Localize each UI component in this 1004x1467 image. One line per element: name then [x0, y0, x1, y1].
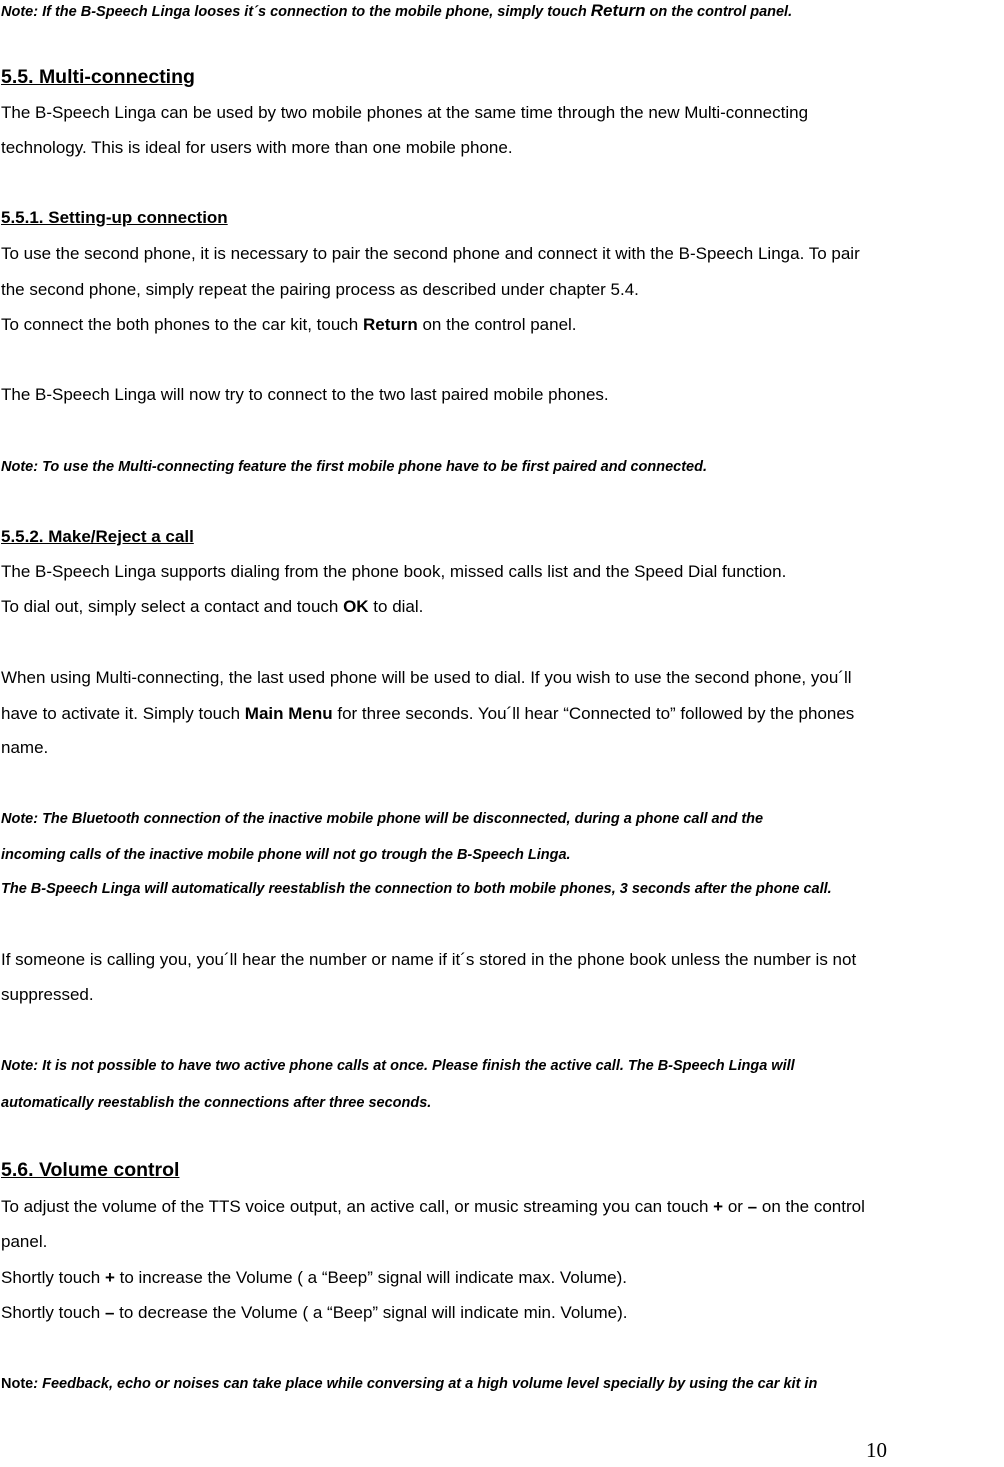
minus-key: –	[104, 1303, 115, 1322]
text: to dial.	[368, 597, 424, 616]
section-heading-5-6: 5.6. Volume control	[1, 1159, 180, 1181]
return-key: Return	[362, 315, 418, 334]
paragraph-line: The B-Speech Linga can be used by two mobile phones at the same time through the new Multi-connecting	[1, 103, 809, 122]
note-return-reconnect	[1, 1, 792, 22]
note-bluetooth: Note: The Bluetooth connection of the inactive mobile phone will be disconnected, during a phone call and the	[1, 811, 764, 827]
note-multi-connecting: Note: To use the Multi-connecting feature the first mobile phone have to be first paired and connected.	[1, 459, 708, 475]
paragraph-line: If someone is calling you, you´ll hear the number or name if it´s stored in the phone book unless the number is not	[1, 950, 857, 969]
minus-key: –	[747, 1197, 758, 1216]
paragraph-line: The B-Speech Linga will now try to connect to the two last paired mobile phones.	[1, 385, 609, 404]
note-text: on the control panel.	[645, 4, 793, 20]
text: on the control panel.	[417, 315, 577, 334]
paragraph-line: name.	[1, 738, 49, 757]
paragraph-line	[1, 597, 423, 617]
text: on the control	[757, 1197, 865, 1216]
paragraph-line	[1, 1268, 627, 1288]
paragraph-line: The B-Speech Linga supports dialing from the phone book, missed calls list and the Speed Dial function.	[1, 562, 787, 581]
section-heading-5-5-2: 5.5.2. Make/Reject a call	[1, 527, 194, 546]
text: or	[723, 1197, 748, 1216]
main-menu-key: Main Menu	[244, 704, 333, 723]
paragraph-line	[1, 704, 854, 724]
note-active-calls: Note: It is not possible to have two active phone calls at once. Please finish the active call. The B-Speech Linga will	[1, 1058, 795, 1074]
note-bluetooth: incoming calls of the inactive mobile phone will not go trough the B-Speech Linga.	[1, 847, 571, 863]
text: Shortly touch	[1, 1268, 105, 1287]
page-number: 10	[866, 1438, 887, 1462]
plus-key: +	[104, 1268, 115, 1287]
section-heading-5-5: 5.5. Multi-connecting	[1, 66, 195, 88]
paragraph-line: When using Multi-connecting, the last used phone will be used to dial. If you wish to use the second phone, you´ll	[1, 668, 852, 687]
ok-key: OK	[343, 597, 369, 616]
text: To dial out, simply select a contact and touch	[1, 597, 344, 616]
text: have to activate it. Simply touch	[1, 704, 245, 723]
text: to increase the Volume ( a “Beep” signal will indicate max. Volume).	[114, 1268, 628, 1287]
text: To connect the both phones to the car kit, touch	[1, 315, 363, 334]
return-key: Return	[590, 1, 646, 20]
text: to decrease the Volume ( a “Beep” signal will indicate min. Volume).	[114, 1303, 628, 1322]
note-text: : Feedback, echo or noises can take place while conversing at a high volume level specially by using the car kit in	[33, 1376, 818, 1392]
text: Shortly touch	[1, 1303, 105, 1322]
note-bluetooth: The B-Speech Linga will automatically reestablish the connection to both mobile phones, 3 seconds after the phone call.	[1, 881, 832, 897]
paragraph-line: the second phone, simply repeat the pairing process as described under chapter 5.4.	[1, 280, 639, 299]
section-heading-5-5-1: 5.5.1. Setting-up connection	[1, 208, 228, 227]
paragraph-line: technology. This is ideal for users with more than one mobile phone.	[1, 138, 513, 157]
paragraph-line: suppressed.	[1, 985, 94, 1004]
paragraph-line	[1, 315, 577, 335]
text: To adjust the volume of the TTS voice output, an active call, or music streaming you can touch	[1, 1197, 714, 1216]
paragraph-line: panel.	[1, 1232, 48, 1251]
note-feedback	[1, 1374, 817, 1394]
paragraph-line: To use the second phone, it is necessary to pair the second phone and connect it with the B-Speech Linga. To pair	[1, 244, 860, 263]
note-text: Note: If the B-Speech Linga looses it´s connection to the mobile phone, simply touch	[1, 4, 591, 20]
plus-key: +	[713, 1197, 724, 1216]
note-active-calls: automatically reestablish the connections after three seconds.	[1, 1095, 432, 1111]
note-label: Note	[1, 1376, 34, 1392]
paragraph-line	[1, 1303, 628, 1323]
paragraph-line	[1, 1197, 865, 1217]
text: for three seconds. You´ll hear “Connected to” followed by the phones	[332, 704, 855, 723]
